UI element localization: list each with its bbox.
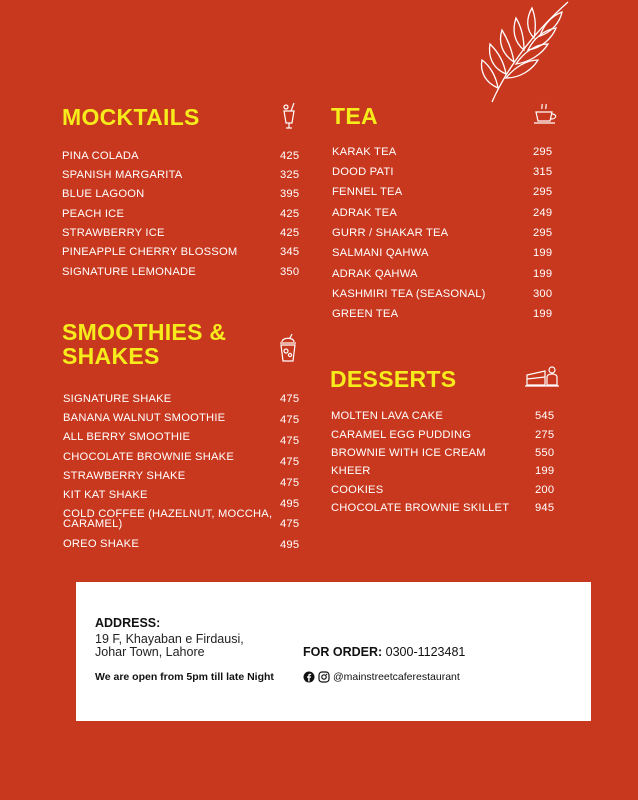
menu-item-name: CHOCOLATE BROWNIE SHAKE bbox=[63, 451, 234, 463]
menu-item-price: 199 bbox=[533, 268, 553, 280]
menu-item-name: BLUE LAGOON bbox=[62, 188, 145, 200]
menu-item-price: 550 bbox=[535, 447, 555, 459]
social-handle[interactable]: @mainstreetcaferestaurant bbox=[333, 671, 460, 683]
menu-item-price: 295 bbox=[533, 227, 553, 239]
section-title-line2: SHAKES bbox=[62, 343, 160, 369]
menu-item-name: MOLTEN LAVA CAKE bbox=[331, 410, 443, 422]
menu-item-price: 350 bbox=[280, 266, 300, 278]
menu-item-price: 345 bbox=[280, 246, 300, 258]
section-title: DESSERTS bbox=[330, 366, 457, 392]
menu-item-price: 425 bbox=[280, 208, 300, 220]
menu-item-price: 199 bbox=[533, 308, 553, 320]
menu-item-name: KIT KAT SHAKE bbox=[63, 489, 148, 501]
menu-item-price: 475 bbox=[280, 435, 300, 447]
menu-item-name: PINEAPPLE CHERRY BLOSSOM bbox=[62, 246, 238, 258]
menu-item-name: BROWNIE WITH ICE CREAM bbox=[331, 447, 486, 459]
menu-item-price: 315 bbox=[533, 166, 553, 178]
menu-item-price: 475 bbox=[280, 518, 300, 530]
menu-item-name: SPANISH MARGARITA bbox=[62, 169, 183, 181]
menu-item-name: CARAMEL EGG PUDDING bbox=[331, 429, 472, 441]
menu-item-price: 495 bbox=[280, 498, 300, 510]
menu-item-price: 300 bbox=[533, 288, 553, 300]
menu-item-price: 475 bbox=[280, 456, 300, 468]
menu-item-name: SALMANI QAHWA bbox=[332, 247, 429, 259]
tea-cup-icon bbox=[533, 102, 559, 126]
menu-item-price: 199 bbox=[533, 247, 553, 259]
menu-item-name: CHOCOLATE BROWNIE SKILLET bbox=[331, 502, 510, 514]
address-label: ADDRESS: bbox=[95, 616, 161, 630]
menu-item-name: KARAK TEA bbox=[332, 146, 397, 158]
menu-item-price: 275 bbox=[535, 429, 555, 441]
cake-slice-icon bbox=[525, 363, 559, 389]
menu-item-price: 325 bbox=[280, 169, 300, 181]
contact-card bbox=[76, 582, 591, 721]
menu-item-name: GREEN TEA bbox=[332, 308, 399, 320]
section-title: TEA bbox=[331, 103, 378, 129]
menu-item-price: 200 bbox=[535, 484, 555, 496]
menu-item-price: 475 bbox=[280, 414, 300, 426]
menu-item-name-cont: CARAMEL) bbox=[63, 518, 123, 530]
instagram-icon[interactable] bbox=[318, 671, 330, 683]
menu-item-name: KHEER bbox=[331, 465, 371, 477]
order-label: FOR ORDER: bbox=[303, 645, 383, 659]
order-info bbox=[303, 645, 465, 659]
menu-item-price: 545 bbox=[535, 410, 555, 422]
menu-item-name: STRAWBERRY ICE bbox=[62, 227, 165, 239]
menu-item-price: 395 bbox=[280, 188, 300, 200]
menu-item-name: ADRAK TEA bbox=[332, 207, 398, 219]
menu-item-price: 945 bbox=[535, 502, 555, 514]
menu-item-price: 249 bbox=[533, 207, 553, 219]
menu-item-name: SIGNATURE SHAKE bbox=[63, 393, 172, 405]
menu-item-name: FENNEL TEA bbox=[332, 186, 403, 198]
menu-item-name: GURR / SHAKAR TEA bbox=[332, 227, 449, 239]
social-links bbox=[303, 671, 460, 683]
menu-item-price: 425 bbox=[280, 150, 300, 162]
menu-item-name: ALL BERRY SMOOTHIE bbox=[63, 431, 191, 443]
menu-item-name: DOOD PATI bbox=[332, 166, 394, 178]
menu-item-price: 495 bbox=[280, 539, 300, 551]
address-line-1: 19 F, Khayaban e Firdausi, bbox=[95, 632, 244, 646]
menu-item-price: 295 bbox=[533, 186, 553, 198]
menu-item-price: 475 bbox=[280, 477, 300, 489]
shake-cup-icon bbox=[276, 334, 300, 364]
menu-item-name: BANANA WALNUT SMOOTHIE bbox=[63, 412, 226, 424]
menu-item-name: STRAWBERRY SHAKE bbox=[63, 470, 186, 482]
menu-item-name: PEACH ICE bbox=[62, 208, 125, 220]
address-line-2: Johar Town, Lahore bbox=[95, 645, 205, 659]
menu-item-price: 199 bbox=[535, 465, 555, 477]
leaf-decoration-icon bbox=[476, 0, 576, 104]
menu-item-name: COLD COFFEE (HAZELNUT, MOCCHA, bbox=[63, 508, 273, 520]
menu-item-price: 425 bbox=[280, 227, 300, 239]
menu-item-price: 475 bbox=[280, 393, 300, 405]
menu-item-name: SIGNATURE LEMONADE bbox=[62, 266, 196, 278]
menu-item-name: PINA COLADA bbox=[62, 150, 139, 162]
menu-item-name: KASHMIRI TEA (SEASONAL) bbox=[332, 288, 486, 300]
order-phone[interactable]: 0300-1123481 bbox=[385, 645, 466, 659]
opening-hours: We are open from 5pm till late Night bbox=[95, 671, 274, 683]
menu-item-name: COOKIES bbox=[331, 484, 384, 496]
menu-item-name: OREO SHAKE bbox=[63, 538, 139, 550]
menu-item-price: 295 bbox=[533, 146, 553, 158]
cocktail-glass-icon bbox=[281, 101, 297, 131]
menu-item-name: ADRAK QAHWA bbox=[332, 268, 418, 280]
section-title-line1: SMOOTHIES & bbox=[62, 319, 227, 345]
section-title: MOCKTAILS bbox=[62, 104, 200, 130]
facebook-icon[interactable] bbox=[303, 671, 315, 683]
